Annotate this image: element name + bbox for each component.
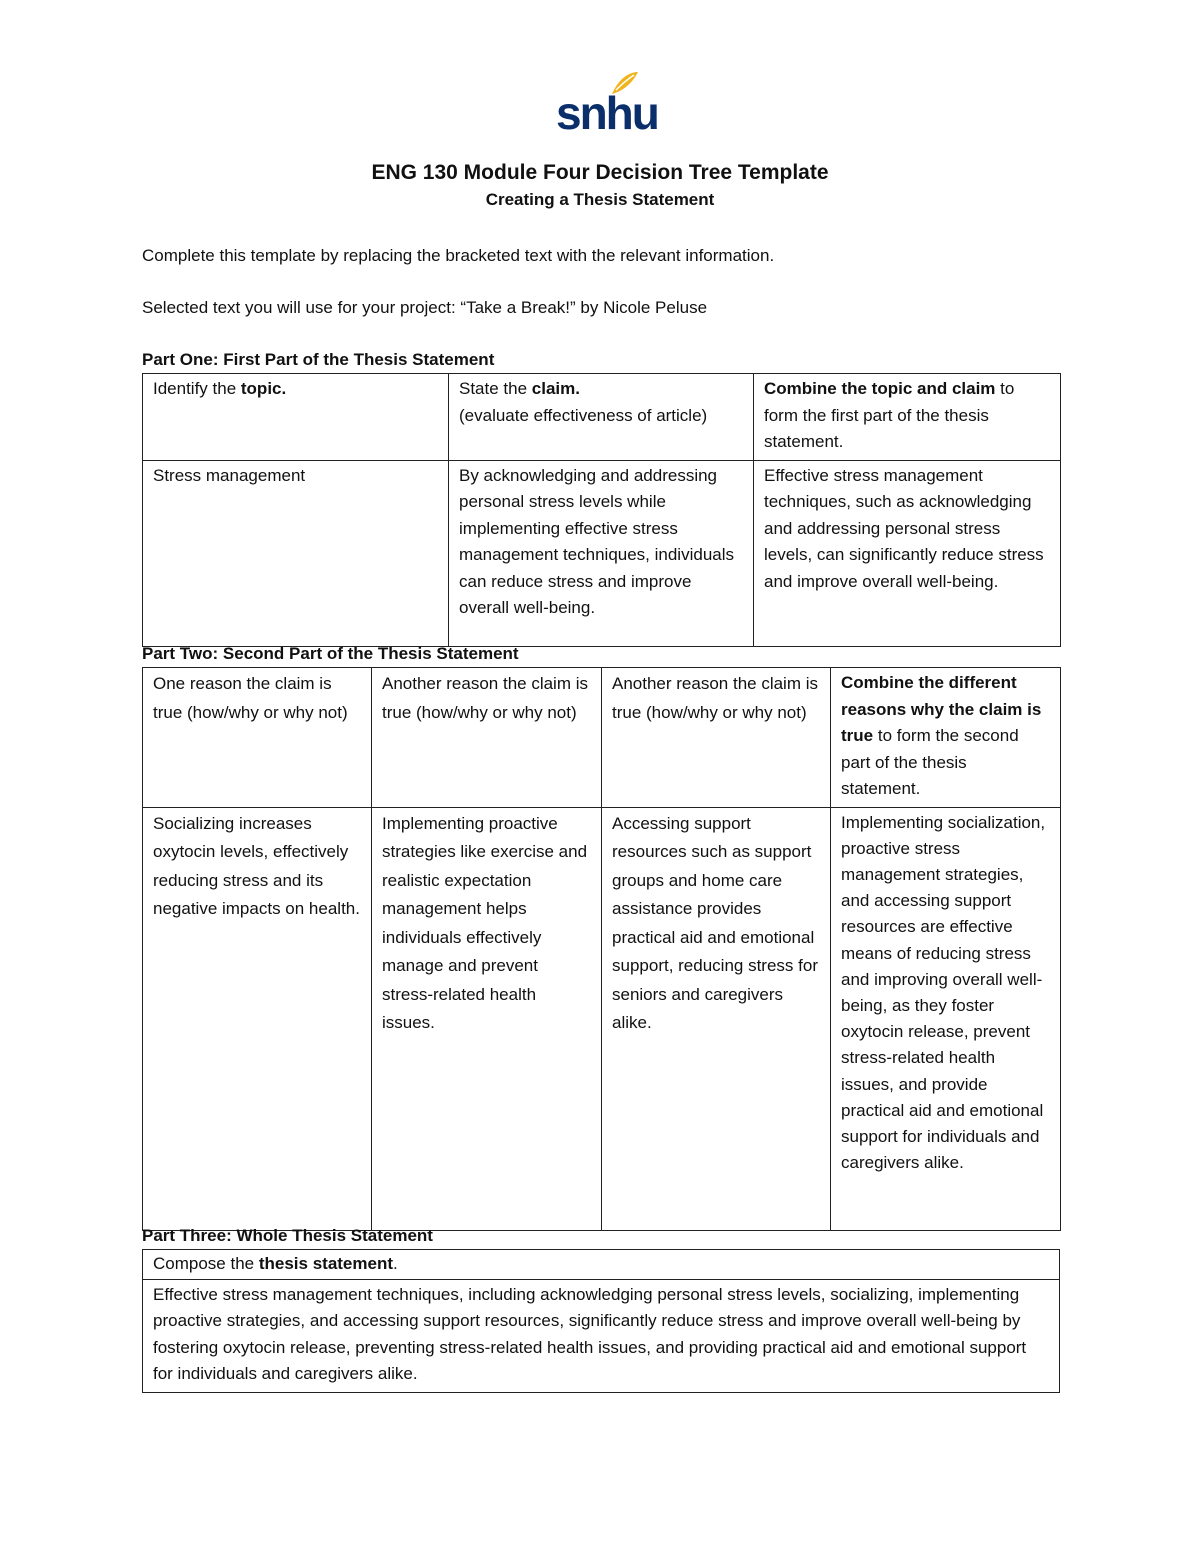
- header-note: (evaluate effectiveness of article): [459, 405, 708, 425]
- header-text: Compose the: [153, 1254, 259, 1273]
- header-bold-text: Combine the different reasons why the claim is true: [841, 673, 1042, 745]
- table-row: [143, 807, 1061, 1230]
- table-cell: Accessing support resources such as support groups and home care assistance provides practical aid and emotional support, reducing stress for seniors and caregivers alike.: [602, 807, 831, 1230]
- page-title: ENG 130 Module Four Decision Tree Template: [371, 161, 829, 184]
- header-cell: [754, 374, 1061, 461]
- header-text: .: [393, 1254, 398, 1273]
- part-three-table: [142, 1249, 1060, 1393]
- table-row: [143, 460, 1061, 646]
- header-cell: [143, 374, 449, 461]
- header-cell: [449, 374, 754, 461]
- table-cell: Stress management: [143, 460, 449, 646]
- header-bold-text: Combine the topic and claim: [764, 379, 996, 398]
- table-row: [143, 1279, 1060, 1392]
- table-cell: Implementing socialization, proactive stress management strategies, and accessing support resources are effective means of reducing stress and improving overall well-being, as they foster oxytocin release, prevent stress-related health issues, and provide practical aid and emotional support for individuals and caregivers alike.: [831, 807, 1061, 1230]
- part-one-label: Part One: First Part of the Thesis Statement: [142, 350, 495, 369]
- part-two-label: Part Two: Second Part of the Thesis Statement: [142, 644, 519, 663]
- table-cell: Implementing proactive strategies like exercise and realistic expectation management helps individuals effectively manage and prevent stress-related health issues.: [372, 807, 602, 1230]
- header-bold-text: claim.: [531, 379, 580, 398]
- table-cell: By acknowledging and addressing personal stress levels while implementing effective stress management techniques, individuals can reduce stress and improve overall well-being.: [449, 460, 754, 646]
- table-header-row: [143, 668, 1061, 808]
- header-text: to form the second part of the thesis statement.: [841, 726, 1019, 798]
- part-two-table: [142, 667, 1061, 1231]
- header-bold-text: topic.: [240, 379, 287, 398]
- table-cell: Effective stress management techniques, such as acknowledging and addressing personal stress levels, can significantly reduce stress and improve overall well-being.: [754, 460, 1061, 646]
- table-header-row: [143, 1250, 1060, 1280]
- selected-text-line: Selected text you will use for your project: “Take a Break!” by Nicole Peluse: [142, 298, 708, 317]
- table-header-row: [143, 374, 1061, 461]
- thesis-statement-cell: Effective stress management techniques, including acknowledging personal stress levels, socializing, implementing proactive strategies, and accessing support resources, significantly reduce stress and improve overall well-being by fostering oxytocin release, preventing stress-related health issues, and providing practical aid and emotional support for individuals and caregivers alike.: [143, 1279, 1060, 1392]
- logo-wordmark: snhu: [556, 87, 658, 139]
- header-cell: One reason the claim is true (how/why or why not): [143, 668, 372, 808]
- instructions-text: Complete this template by replacing the bracketed text with the relevant information.: [142, 246, 775, 265]
- table-cell: Socializing increases oxytocin levels, effectively reducing stress and its negative impacts on health.: [143, 807, 372, 1230]
- header-text: Identify the: [153, 379, 241, 398]
- header-text: to form the first part of the thesis statement.: [764, 379, 1015, 451]
- header-cell: Another reason the claim is true (how/why or why not): [372, 668, 602, 808]
- header-cell: [143, 1250, 1060, 1280]
- page-subtitle: Creating a Thesis Statement: [485, 190, 715, 209]
- header-cell: Another reason the claim is true (how/why or why not): [602, 668, 831, 808]
- part-three-label: Part Three: Whole Thesis Statement: [142, 1226, 433, 1245]
- header-text: State the: [459, 379, 532, 398]
- header-bold-text: thesis statement: [258, 1254, 394, 1273]
- snhu-logo: [548, 70, 658, 140]
- part-one-table: [142, 373, 1061, 647]
- header-cell: [831, 668, 1061, 808]
